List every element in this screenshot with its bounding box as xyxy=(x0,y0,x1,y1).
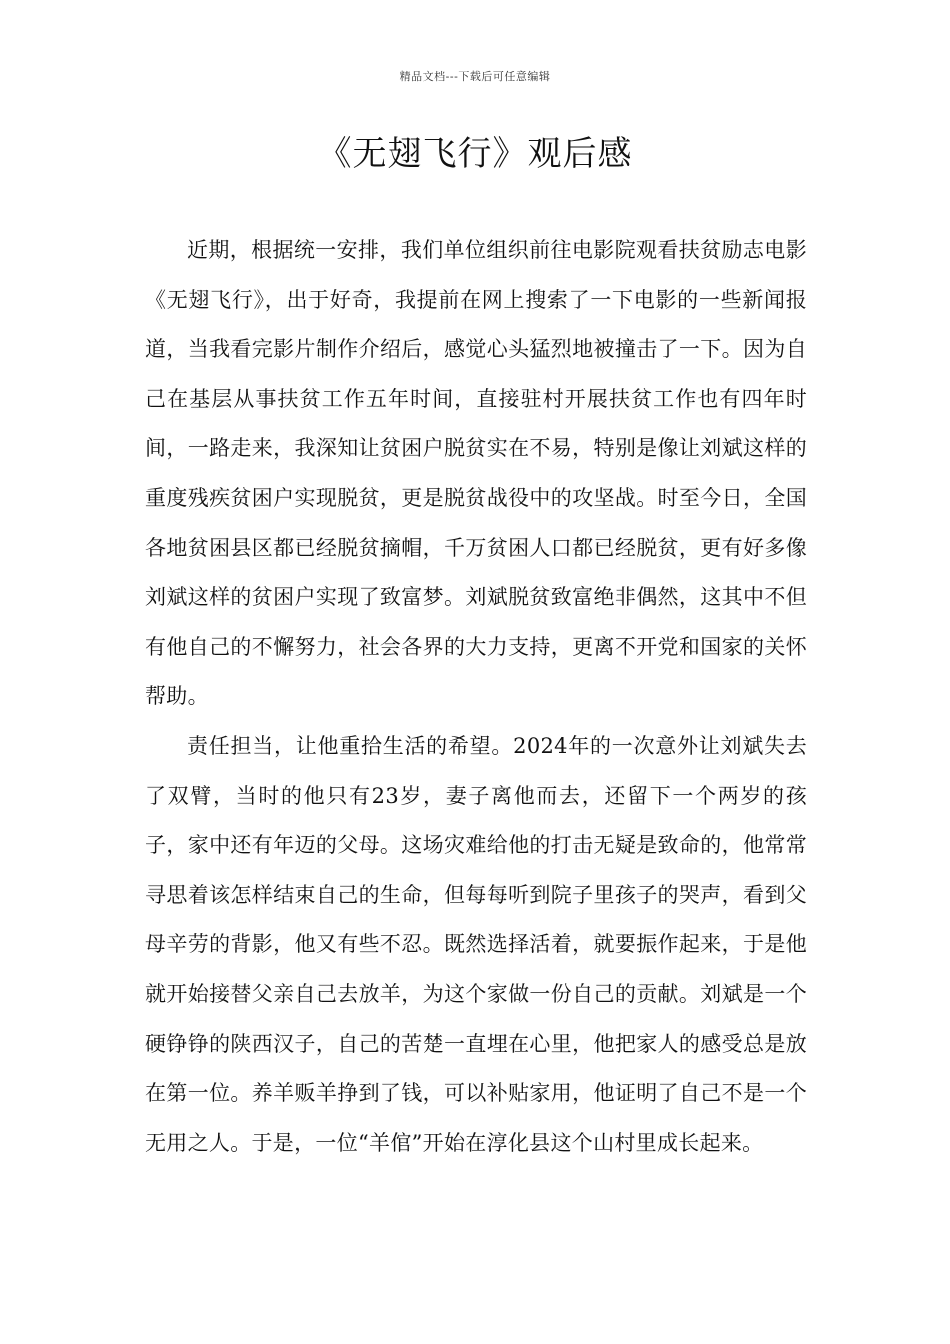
paragraph: 近期，根据统一安排，我们单位组织前往电影院观看扶贫励志电影《无翅飞行》，出于好奇，我提前在网上搜索了一下电影的一些新闻报道，当我看完影片制作介绍后，感觉心头猛烈地被撞击了一下。因为自己在基层从事扶贫工作五年时间，直接驻村开展扶贫工作也有四年时间，一路走来，我深知让贫困户脱贫实在不易，特别是像让刘斌这样的重度残疾贫困户实现脱贫，更是脱贫战役中的攻坚战。时至今日，全国各地贫困县区都已经脱贫摘帽，千万贫困人口都已经脱贫，更有好多像刘斌这样的贫困户实现了致富梦。刘斌脱贫致富绝非偶然，这其中不但有他自己的不懈努力，社会各界的大力支持，更离不开党和国家的关怀帮助。 xyxy=(145,238,807,709)
document-title: 《无翅飞行》观后感 xyxy=(317,134,633,174)
paragraph: 责任担当，让他重拾生活的希望。2024年的一次意外让刘斌失去了双臂，当时的他只有23岁，妻子离他而去，还留下一个两岁的孩子，家中还有年迈的父母。这场灾难给他的打击无疑是致命的，他常常寻思着该怎样结束自己的生命，但每每听到院子里孩子的哭声，看到父母辛劳的背影，他又有些不忍。既然选择活着，就要振作起来，于是他就开始接替父亲自己去放羊，为这个家做一份自己的贡献。刘斌是一个硬铮铮的陕西汉子，自己的苦楚一直埋在心里，他把家人的感受总是放在第一位。养羊贩羊挣到了钱，可以补贴家用，他证明了自己不是一个无用之人。于是，一位“羊倌”开始在淳化县这个山村里成长起来。 xyxy=(145,733,807,1155)
document-body xyxy=(145,226,807,1168)
page-header: 精品文档---下载后可任意编辑 xyxy=(399,70,551,83)
